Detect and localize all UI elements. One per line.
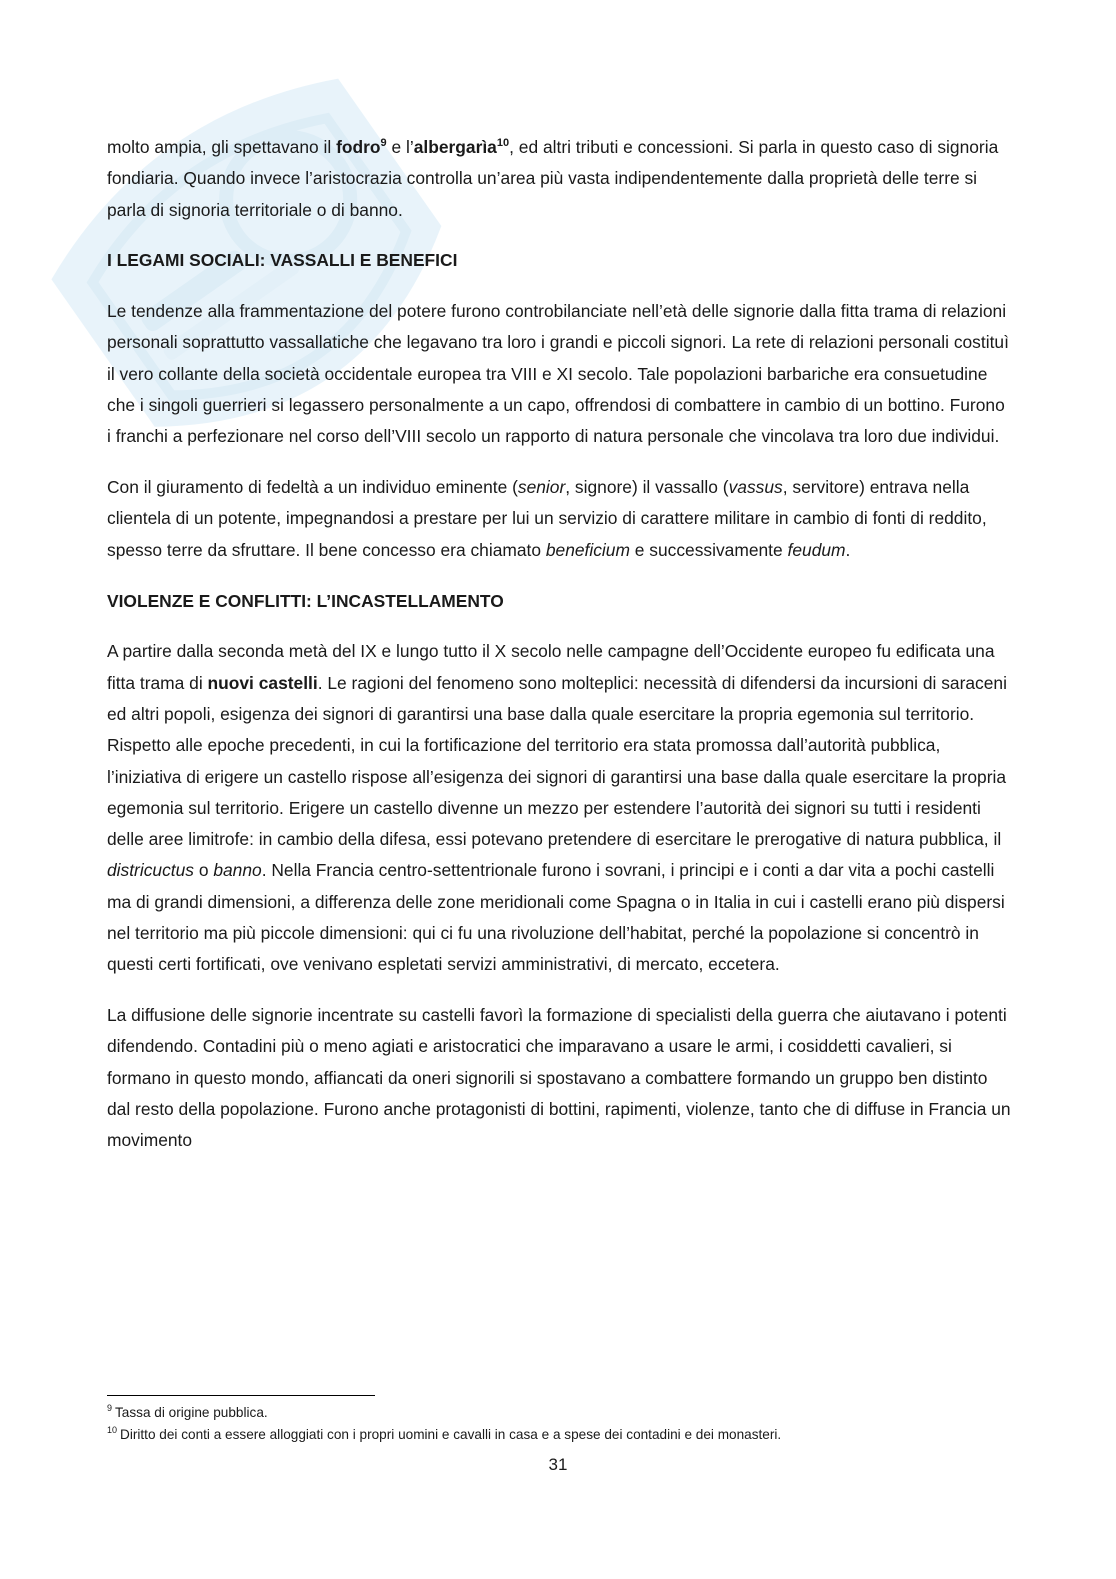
paragraph-castelli: [107, 636, 1012, 980]
text-run: e successivamente: [629, 539, 788, 560]
section-heading-incastellamento: VIOLENZE E CONFLITTI: L’INCASTELLAMENTO: [107, 590, 504, 611]
footnote-10: [107, 1424, 1012, 1446]
footnote-separator: [107, 1395, 375, 1396]
paragraph-cavalieri: La diffusione delle signorie incentrate su castelli favorì la formazione di specialisti della guerra che aiutavano i potenti difendendo. Contadini più o meno agiati e aristocratici che imparavano a usare le armi, i cosiddetti cavalieri, si formano in questo mondo, affiancati da oneri signorili si spostavano a combattere formando un gruppo ben distinto dal resto della popolazione. Furono anche protagonisti di bottini, rapimenti, violenze, tanto che di diffuse in Francia un movimento: [107, 1005, 1011, 1151]
text-run: , signore) il vassallo (: [565, 477, 729, 498]
footnotes: [107, 1395, 1012, 1446]
footnote-number: 9: [107, 1403, 113, 1414]
footnote-9: [107, 1402, 1012, 1424]
text-run: Con il giuramento di fedeltà a un individuo eminente (: [107, 477, 518, 498]
term-beneficium: beneficium: [545, 539, 630, 560]
term-albergaria: albergarìa: [413, 137, 497, 157]
text-run: e l’: [386, 137, 414, 157]
text-run: A partire dalla seconda metà del IX e lungo tutto il X secolo nelle campagne dell’Occidente europeo fu edificata una fitta trama di: [107, 641, 995, 693]
footnote-text: Diritto dei conti a essere alloggiati con i propri uomini e cavalli in casa e a spese dei contadini e dei monasteri.: [120, 1427, 782, 1442]
text-run: , ed altri tributi e concessioni. Si parla in questo caso di signoria fondiaria. Quando invece l’aristocrazia controlla un’area più vasta indipendentemente dalla proprietà delle terre si parla di signoria territoriale o di banno.: [107, 137, 999, 220]
text-run: molto ampia, gli spettavano il: [107, 137, 337, 157]
main-text: [107, 132, 1012, 1176]
page-number: 31: [548, 1455, 568, 1474]
text-run: .: [845, 539, 851, 560]
term-senior: senior: [517, 477, 566, 498]
term-vassus: vassus: [728, 477, 783, 498]
text-run: , servitore) entrava nella clientela di un potente, impegnandosi a prestare per lui un servizio di carattere militare in cambio di fonti di reddito, spesso terre da sfruttare. Il bene concesso era chiamato: [107, 477, 987, 560]
term-districuctus: districuctus: [107, 860, 194, 881]
section-heading-legami-sociali: I LEGAMI SOCIALI: VASSALLI E BENEFICI: [107, 250, 458, 271]
paragraph-relazioni-personali: Le tendenze alla frammentazione del potere furono controbilanciate nell’età delle signorie dalla fitta trama di relazioni personali soprattutto vassallatiche che legavano tra loro i grandi e piccoli signori. La rete di relazioni personali costituì il vero collante della società occidentale europea tra VIII e XI secolo. Tale popolazioni barbariche era consuetudine che i singoli guerrieri si legassero personalmente a un capo, offrendosi di combattere in cambio di un bottino. Furono i franchi a perfezionare nel corso dell’VIII secolo un rapporto di natura personale che vincolava tra loro due individui.: [107, 301, 1009, 447]
term-banno: banno: [213, 860, 262, 881]
term-nuovi-castelli: nuovi castelli: [207, 672, 318, 693]
term-feudum: feudum: [787, 539, 846, 560]
term-fodro: fodro: [336, 137, 381, 157]
footnote-number: 10: [107, 1425, 118, 1436]
footnote-ref-9: 9: [380, 137, 387, 150]
paragraph-signoria: [107, 132, 1012, 226]
paragraph-giuramento: [107, 472, 1012, 566]
text-run: . Le ragioni del fenomeno sono molteplici: necessità di difendersi da incursioni di saraceni ed altri popoli, esigenza dei signori di garantirsi una base dalla quale esercitare la propria egemonia sul territorio. Rispetto alle epoche precedenti, in cui la fortificazione del territorio era stata promossa dall’autorità pubblica, l’iniziativa di erigere un castello rispose all’esigenza dei signori di garantirsi una base dalla quale esercitare la propria egemonia sul territorio. Erigere un castello divenne un mezzo per estendere l’autorità dei signori su tutti i residenti delle aree limitrofe: in cambio della difesa, essi potevano pretendere di esercitare le prerogative di natura pubblica, il: [107, 672, 1007, 850]
footnote-ref-10: 10: [496, 137, 510, 150]
footnote-text: Tassa di origine pubblica.: [115, 1405, 268, 1420]
text-run: . Nella Francia centro-settentrionale furono i sovrani, i principi e i conti a dar vita a pochi castelli ma di grandi dimensioni, a differenza delle zone meridionali come Spagna o in Italia in cui i castelli erano più dispersi nel territorio ma più piccole dimensioni: qui ci fu una rivoluzione dell’habitat, perché la popolazione si concentrò in questi certi fortificati, ove venivano espletati servizi amministrativi, di mercato, eccetera.: [107, 860, 1005, 975]
text-run: o: [193, 860, 214, 881]
